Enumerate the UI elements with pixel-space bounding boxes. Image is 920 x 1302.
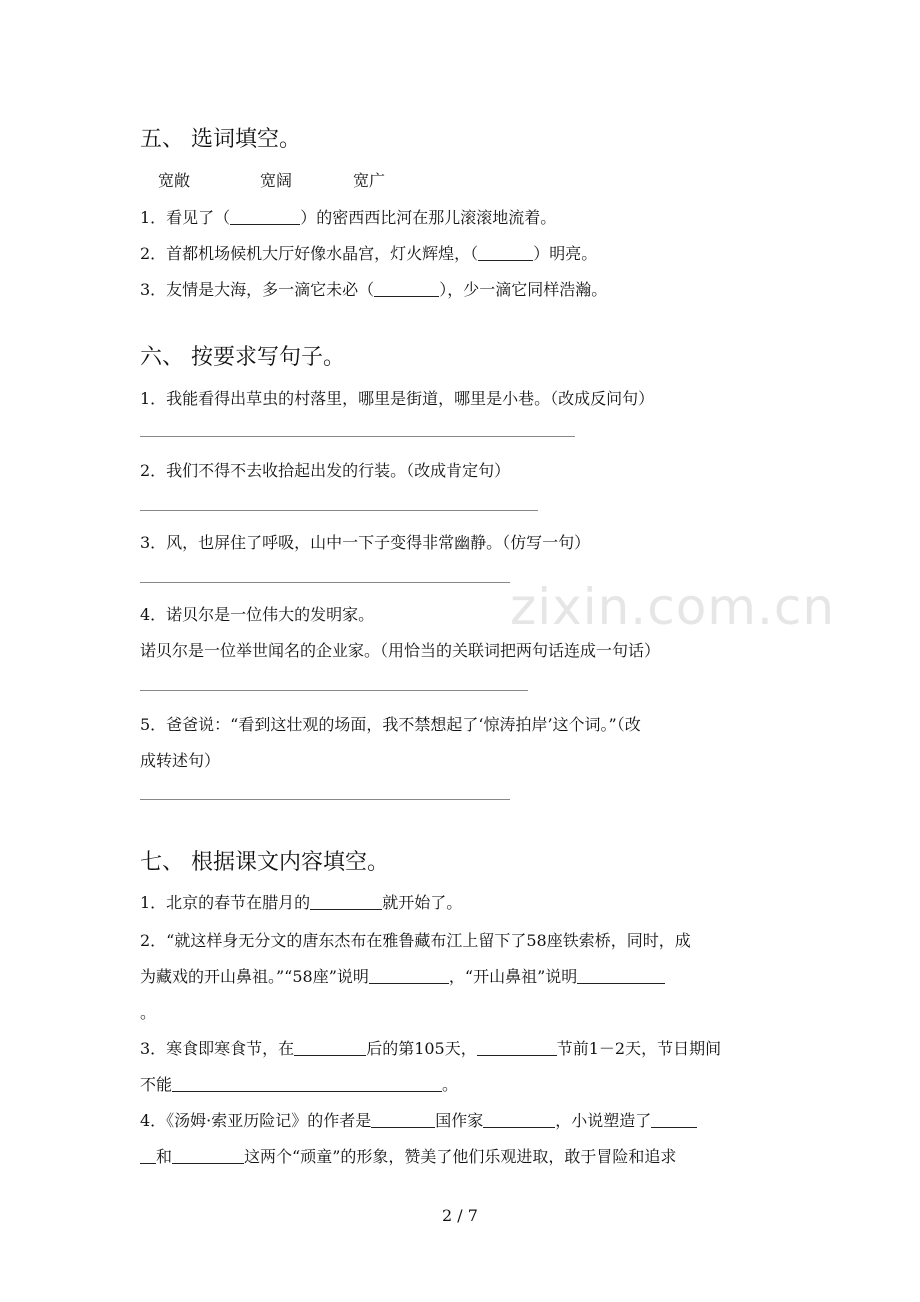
fill-blank[interactable]	[651, 1111, 697, 1128]
s7-q1-text: 1．北京的春节在腊月的	[140, 893, 311, 912]
s7-q4-text: 4．《汤姆·索亚历险记》的作者是	[140, 1111, 372, 1130]
s5-q3-text-end: ），少一滴它同样浩瀚。	[439, 280, 608, 299]
word-option-1: 宽敞	[158, 171, 191, 190]
fill-blank[interactable]	[172, 1075, 442, 1092]
s5-q2-text: 2．首都机场候机大厅好像水晶宫，灯火辉煌，（	[140, 244, 479, 263]
s6-question-3: 3．风，也屏住了呼吸，山中一下子变得非常幽静。（仿写一句）	[140, 533, 591, 552]
fill-blank[interactable]	[140, 1147, 156, 1164]
s6-question-1: 1．我能看得出草虫的村落里，哪里是街道，哪里是小巷。（改成反问句）	[140, 389, 655, 408]
s5-q1-text-end: ）的密西西比河在那儿滚滚地流着。	[300, 208, 557, 227]
s6-question-5a: 5．爸爸说：“看到这壮观的场面，我不禁想起了‘惊涛拍岸’这个词。”（改	[140, 715, 641, 734]
fill-blank[interactable]	[478, 244, 533, 261]
answer-line[interactable]	[140, 690, 528, 691]
watermark: zixin.com.cn	[510, 578, 836, 636]
fill-blank[interactable]	[371, 1111, 435, 1128]
fill-blank[interactable]	[294, 1039, 366, 1056]
fill-blank[interactable]	[374, 280, 439, 297]
s7-question-2-line3: 。	[140, 1003, 157, 1022]
word-option-3: 宽广	[353, 171, 386, 190]
s7-question-1	[140, 890, 462, 913]
answer-line[interactable]	[140, 436, 575, 437]
s7-question-2-line1: 2．“就这样身无分文的唐东杰布在雅鲁藏布江上留下了58座铁索桥，同时，成	[140, 931, 691, 950]
fill-blank[interactable]	[172, 1147, 244, 1164]
section-6-title: 六、 按要求写句子。	[140, 345, 345, 370]
s7-q2-text: 为藏戏的开山鼻祖。”“58座”说明	[140, 967, 369, 986]
s5-question-3	[140, 277, 607, 300]
s5-question-1	[140, 205, 556, 228]
s6-question-4b: 诺贝尔是一位举世闻名的企业家。（用恰当的关联词把两句话连成一句话）	[140, 641, 661, 660]
answer-line[interactable]	[140, 799, 510, 800]
s7-question-3-line1	[140, 1036, 721, 1059]
s7-q4-text-2: 和	[156, 1147, 173, 1166]
fill-blank[interactable]	[477, 1039, 557, 1056]
s7-q2-text-mid: ，“开山鼻祖”说明	[448, 967, 578, 986]
answer-line[interactable]	[140, 582, 510, 583]
page-number: 2 / 7	[442, 1206, 478, 1225]
section-5-title: 五、 选词填空。	[140, 127, 301, 152]
s7-q3-text-3: 。	[442, 1075, 459, 1094]
s7-question-3-line2	[140, 1072, 458, 1095]
s7-question-4-line1	[140, 1108, 697, 1131]
fill-blank[interactable]	[577, 967, 665, 984]
word-option-2: 宽阔	[260, 171, 293, 190]
s5-q2-text-end: ）明亮。	[533, 244, 598, 263]
fill-blank[interactable]	[483, 1111, 555, 1128]
s5-question-2	[140, 241, 597, 264]
s6-question-2: 2．我们不得不去收拾起出发的行装。（改成肯定句）	[140, 461, 511, 480]
s7-q3-text: 3．寒食即寒食节，在	[140, 1039, 295, 1058]
s7-q3-text-2: 不能	[140, 1075, 173, 1094]
s6-question-5b: 成转述句）	[140, 751, 221, 770]
fill-blank[interactable]	[230, 208, 300, 225]
answer-line[interactable]	[140, 510, 538, 511]
s7-q3-text-mid: 后的第105天，	[366, 1039, 477, 1058]
fill-blank[interactable]	[310, 893, 382, 910]
s7-q4-text-3: 这两个“顽童”的形象，赞美了他们乐观进取，敢于冒险和追求	[244, 1147, 677, 1166]
s5-q1-text: 1．看见了（	[140, 208, 231, 227]
s7-q4-text-mid: 国作家	[435, 1111, 484, 1130]
fill-blank[interactable]	[369, 967, 449, 984]
s7-question-4-line2	[140, 1144, 676, 1167]
s7-q4-text-end: ，小说塑造了	[555, 1111, 652, 1130]
section-7-title: 七、 根据课文内容填空。	[140, 850, 389, 875]
s7-q3-text-end: 节前1－2天，节日期间	[556, 1039, 722, 1058]
s6-question-4a: 4．诺贝尔是一位伟大的发明家。	[140, 605, 375, 624]
s5-q3-text: 3．友情是大海，多一滴它未必（	[140, 280, 375, 299]
s7-question-2-line2	[140, 964, 665, 987]
s7-q1-text-end: 就开始了。	[382, 893, 463, 912]
